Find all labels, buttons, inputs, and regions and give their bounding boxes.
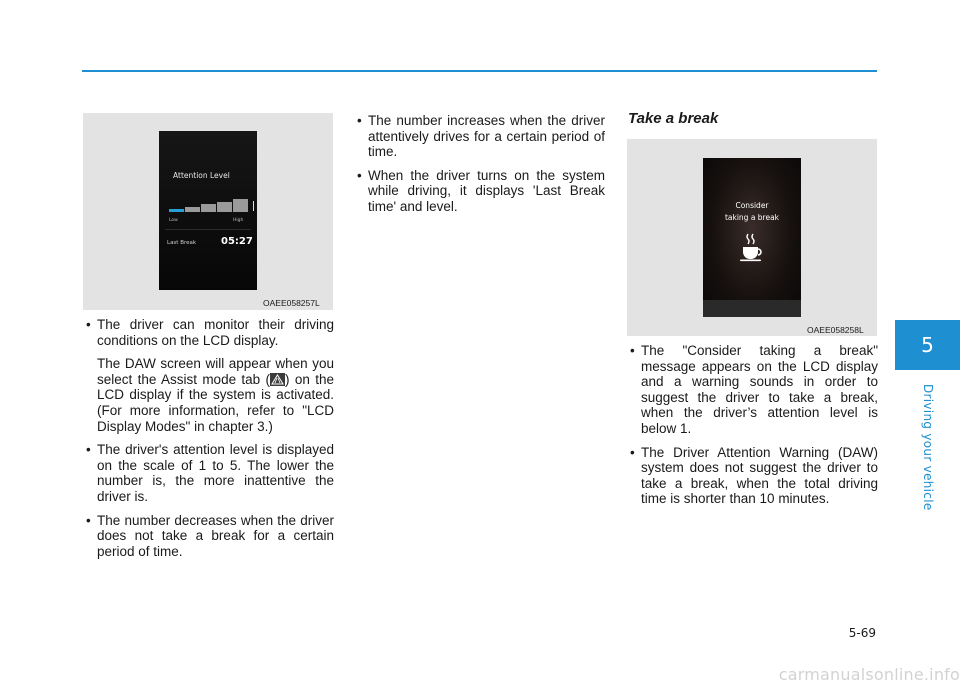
figure-code: OAEE058258L [807,325,864,335]
gauge-low-label: Low [169,218,178,223]
paragraph: The DAW screen will appear when you select the Assist mode tab ( ) on the LCD display if the system is activated. (For more information, refer to "LCD Display Modes" in chapter 3.) [97,356,334,434]
left-column [83,317,334,567]
break-message [703,200,801,224]
bullet-item: • The "Consider taking a break" message appears on the LCD display and a warning sounds in order to suggest the driver to take a break, when the driver’s attention level is below 1. [627,343,878,437]
bullet-item: • When the driver turns on the system while driving, it displays 'Last Break time' and level. [354,168,605,215]
screen-bottom-band [703,300,801,317]
gauge-segment [201,204,216,212]
figure-attention-level [83,113,333,310]
coffee-cup-icon [738,232,766,262]
gauge-high-label: High [233,218,244,223]
lcd-screen-attention [159,131,257,290]
break-message-line2: taking a break [724,213,780,222]
assist-mode-icon [270,373,285,386]
bullet-item: • The number decreases when the driver does not take a break for a certain period of time. [83,513,334,560]
last-break-time: 05:27 [221,236,253,247]
gauge-segment [233,199,248,212]
screen-divider [165,229,251,230]
break-message-line1: Consider [735,201,769,210]
screen-title: Attention Level [173,171,230,180]
chapter-tab: 5 [895,320,960,370]
right-column [627,343,878,515]
section-heading: Take a break [628,110,719,127]
bullet-item: • The Driver Attention Warning (DAW) system does not suggest the driver to take a break, when the total driving time is shorter than 10 minutes. [627,445,878,507]
gauge-segment [217,202,232,213]
bullet-item: • The driver can monitor their driving conditions on the LCD display. [83,317,334,348]
lcd-screen-break [703,158,801,317]
chapter-title: Driving your vehicle [921,384,935,511]
last-break-label: Last Break [167,240,197,246]
bullet-item: • The driver's attention level is displayed on the scale of 1 to 5. The lower the number is, the more inattentive the driver is. [83,442,334,504]
gauge-segment [185,207,200,213]
gauge-marker [253,201,254,211]
page-number: 5-69 [848,626,876,640]
bullet-item: • The number increases when the driver attentively drives for a certain period of time. [354,113,605,160]
figure-take-a-break [627,139,877,336]
gauge-segment [169,209,184,212]
middle-column [354,113,605,223]
header-rule [82,70,877,72]
watermark: carmanualsonline.info [778,665,960,684]
figure-code: OAEE058257L [263,298,320,308]
